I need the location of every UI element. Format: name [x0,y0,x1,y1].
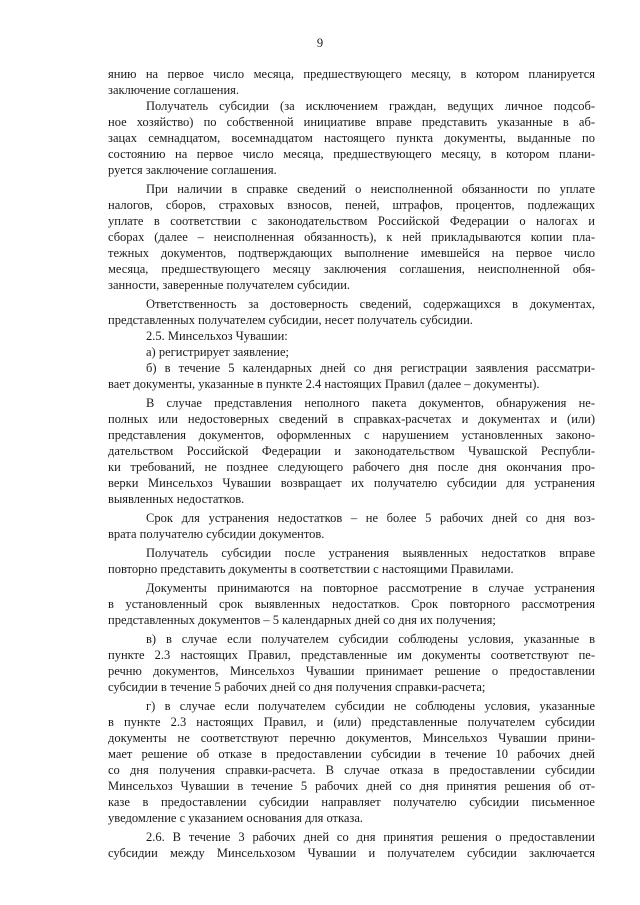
text-line: месяца, предшествующего месяцу заключения соглашения, неисполненной обя- [108,262,595,276]
text-line: вает документы, указанные в пункте 2.4 настоящих Правил (далее – документы). [108,377,540,391]
text-line: В случае представления неполного пакета документов, обнаружения не- [146,396,595,410]
text-line: мает решение об отказе в предоставлении субсидии в течение 10 рабочих дней [108,747,595,761]
text-line: руется заключение соглашения. [108,163,277,177]
text-line: Получатель субсидии (за исключением граждан, ведущих личное подсоб- [146,99,595,113]
text-line: речню документов, Минсельхоз Чувашии принимает решение о предоставлении [108,664,595,678]
text-line: Минсельхоз Чувашии в течение 5 рабочих дней со дня принятия решения об от- [108,779,595,793]
text-line: При наличии в справке сведений о неисполненной обязанности по уплате [146,182,595,196]
text-line: документы не соответствуют перечню документов, Минсельхоз Чувашии прини- [108,731,595,745]
text-line: заключение соглашения. [108,83,240,97]
text-line: представленных получателем субсидии, несет получатель субсидии. [108,313,473,327]
text-line: Получатель субсидии после устранения выявленных недостатков вправе [146,546,595,560]
text-line: зацах семнадцатом, восемнадцатом настоящего пункта документы, выданные по [108,131,595,145]
text-line: в установленный срок выявленных недостатков. Срок повторного рассмотрения [108,597,595,611]
text-line: казе в предоставлении субсидии направляет получателю субсидии письменное [108,795,595,809]
text-line: г) в случае если получателем субсидии не соблюдены условия, указанные [146,699,595,713]
text-line: 2.6. В течение 3 рабочих дней со дня принятия решения о предоставлении [146,830,595,844]
text-line: представленных документов – 5 календарных дней со дня их получения; [108,613,496,627]
text-line: представления документов, оформленных с нарушением установленных законо- [108,428,595,442]
text-line: ки требований, не позднее следующего рабочего дня после дня окончания про- [108,460,595,474]
text-line: а) регистрирует заявление; [146,345,290,359]
text-line: Документы принимаются на повторное рассмотрение в случае устранения [146,581,595,595]
text-line: повторно представить документы в соответствии с настоящими Правилами. [108,562,514,576]
text-line: полных или недостоверных сведений в справках-расчетах и документах и (или) [108,412,595,426]
text-line: тежных документов, подтверждающих выполнение имевшейся на первое число [108,246,595,260]
text-line: уплате в соответствии с законодательством Российской Федерации о налогах и [108,214,595,228]
text-line: занности, заверенные получателем субсидии. [108,278,351,292]
page-number: 9 [316,36,324,50]
text-line: субсидии между Минсельхозом Чувашии и получателем субсидии заключается [108,846,595,860]
text-line: б) в течение 5 календарных дней со дня регистрации заявления рассматри- [146,361,595,375]
text-line: янию на первое число месяца, предшествующего месяцу, в котором планируется [108,67,595,81]
text-line: в пункте 2.3 настоящих Правил, и (или) представленные получателем субсидии [108,715,595,729]
text-line: субсидии в течение 5 рабочих дней со дня получения справки-расчета; [108,680,486,694]
text-line: 2.5. Минсельхоз Чувашии: [146,329,288,343]
text-line: со дня получения справки-расчета. В случае отказа в предоставлении субсидии [108,763,595,777]
text-line: состоянию на первое число месяца, предшествующего месяцу, в котором плани- [108,147,595,161]
text-line: сборах (далее – неисполненная обязанность), к ней прикладываются копии пла- [108,230,595,244]
text-line: выявленных недостатков. [108,492,245,506]
text-line: дательством Российской Федерации и законодательством Чувашской Республи- [108,444,595,458]
text-line: налогов, сборов, страховых взносов, пеней, штрафов, процентов, подлежащих [108,198,595,212]
text-line: Срок для устранения недостатков – не более 5 рабочих дней со дня воз- [146,511,595,525]
text-line: верки Минсельхоз Чувашии возвращает их получателю субсидии для устранения [108,476,595,490]
text-line: Ответственность за достоверность сведений, содержащихся в документах, [146,297,595,311]
text-line: уведомление с указанием основания для отказа. [108,811,364,825]
text-line: в) в случае если получателем субсидии соблюдены условия, указанные в [146,632,595,646]
text-line: пункте 2.3 настоящих Правил, представленные им документы соответствуют пе- [108,648,595,662]
text-line: врата получателю субсидии документов. [108,527,325,541]
text-line: ное хозяйство) по собственной инициативе вправе представить указанные в аб- [108,115,595,129]
